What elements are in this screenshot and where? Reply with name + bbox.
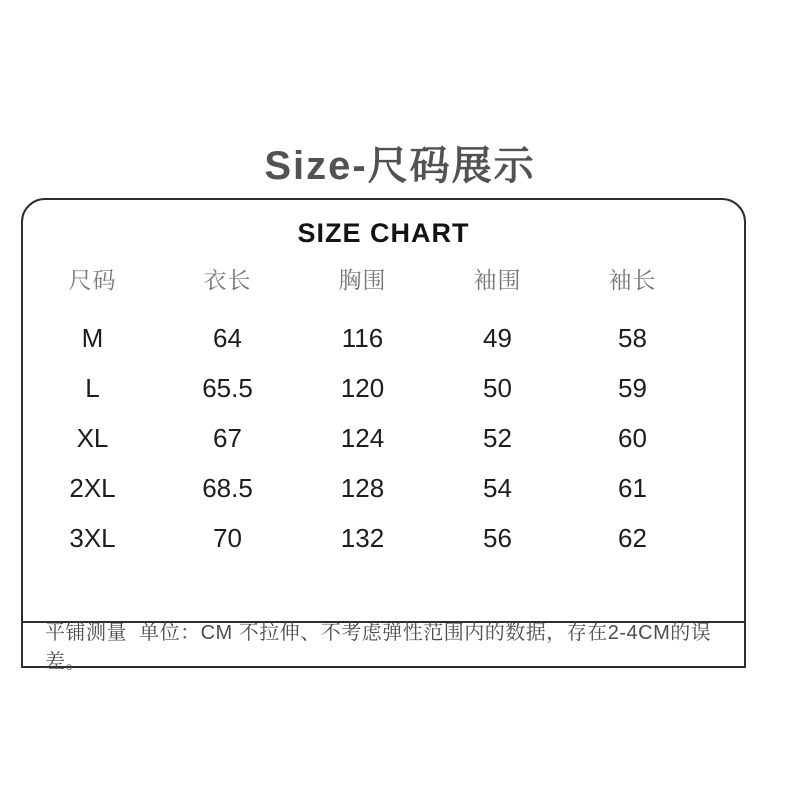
cell-bust: 116: [341, 322, 384, 353]
cell-bust: 128: [340, 472, 385, 503]
cell-bust: 124: [340, 422, 385, 453]
table-row-3xl: [25, 513, 700, 563]
table-row-m: [25, 313, 700, 363]
cell-bust: 132: [340, 522, 385, 553]
cell-sleeve-length: 61: [618, 472, 647, 503]
cell-sleeve-length: 59: [618, 372, 647, 403]
table-header-row: [25, 261, 700, 295]
column-header-bust: 胸围: [338, 266, 387, 293]
column-header-sleeve-length: 袖长: [608, 266, 657, 293]
cell-sleeve-girth: 49: [483, 322, 512, 353]
cell-sleeve-girth: 56: [483, 522, 512, 553]
cell-clothing-length: 68.5: [202, 472, 253, 503]
cell-size: M: [81, 322, 104, 353]
page-title: Size-尺码展示: [264, 144, 536, 188]
table-row-xl: [25, 413, 700, 463]
cell-sleeve-girth: 54: [483, 472, 512, 503]
cell-clothing-length: 64: [213, 322, 242, 353]
cell-sleeve-girth: 50: [483, 372, 512, 403]
cell-size: XL: [76, 422, 109, 453]
cell-size: 2XL: [69, 472, 116, 503]
cell-size: L: [85, 372, 100, 403]
cell-clothing-length: 70: [213, 522, 242, 553]
cell-sleeve-girth: 52: [483, 422, 512, 453]
column-header-sleeve-girth: 袖围: [473, 266, 522, 293]
column-header-size: 尺码: [68, 266, 117, 293]
cell-sleeve-length: 58: [618, 322, 647, 353]
size-chart-heading: SIZE CHART: [297, 218, 470, 248]
cell-sleeve-length: 60: [618, 422, 647, 453]
measurement-note-bar: [23, 621, 744, 673]
column-header-clothing-length: 衣长: [203, 266, 252, 293]
cell-clothing-length: 65.5: [202, 372, 253, 403]
cell-size: 3XL: [69, 522, 116, 553]
table-row-l: [25, 363, 700, 413]
table-row-2xl: [25, 463, 700, 513]
cell-clothing-length: 67: [213, 422, 242, 453]
measurement-note-text: 平铺测量 单位：CM 不拉伸、不考虑弹性范围内的数据，存在2-4CM的误差。: [45, 621, 712, 673]
cell-bust: 120: [340, 372, 385, 403]
cell-sleeve-length: 62: [618, 522, 647, 553]
size-chart-panel: [21, 198, 746, 673]
